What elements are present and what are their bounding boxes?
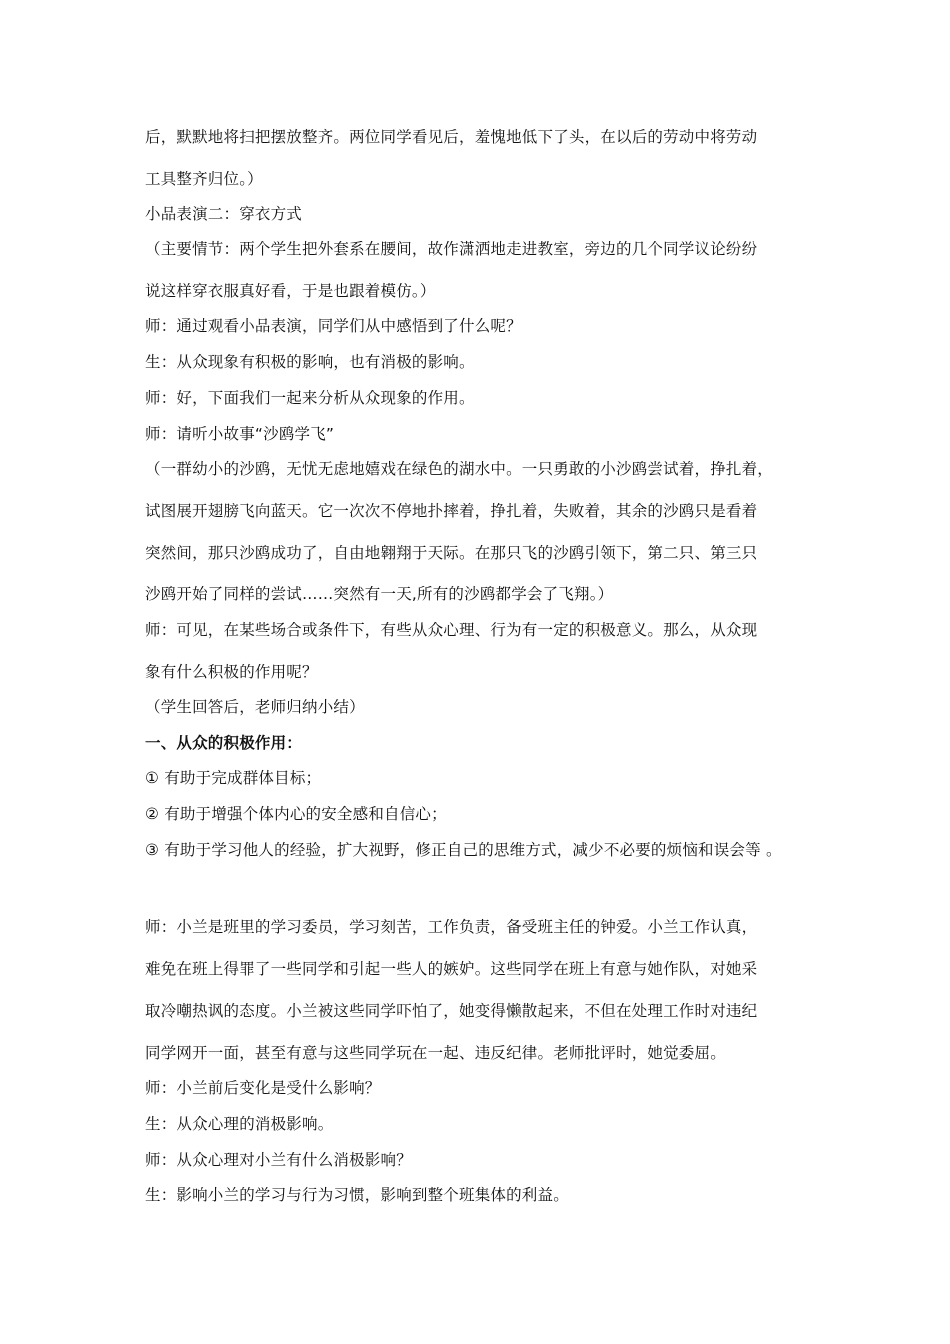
paragraph-line: 说这样穿衣服真好看，于是也跟着模仿。） bbox=[145, 282, 436, 300]
list-item: ① 有助于完成群体目标； bbox=[145, 769, 322, 787]
story-line: 沙鸥开始了同样的尝试……突然有一天,所有的沙鸥都学会了飞翔。） bbox=[145, 585, 614, 603]
dialogue-line: 象有什么积极的作用呢？ bbox=[145, 663, 318, 681]
paragraph-line: （主要情节：两个学生把外套系在腰间，故作潇洒地走进教室，旁边的几个同学议论纷纷 bbox=[145, 240, 758, 258]
list-item: ③ 有助于学习他人的经验，扩大视野，修正自己的思维方式，减少不必要的烦恼和误会等 。 bbox=[145, 841, 782, 859]
paragraph-line: 难免在班上得罪了一些同学和引起一些人的嫉妒。这些同学在班上有意与她作队，对她采 bbox=[145, 960, 758, 978]
paragraph-line: 同学网开一面，甚至有意与这些同学玩在一起、违反纪律。老师批评时，她觉委屈。 bbox=[145, 1044, 726, 1062]
dialogue-line: 生：从众现象有积极的影响，也有消极的影响。 bbox=[145, 353, 475, 371]
story-line: （一群幼小的沙鸥，无忧无虑地嬉戏在绿色的湖水中。一只勇敢的小沙鸥尝试着，挣扎着， bbox=[145, 460, 774, 478]
paragraph-line: 后，默默地将扫把摆放整齐。两位同学看见后，羞愧地低下了头，在以后的劳动中将劳动 bbox=[145, 128, 758, 146]
dialogue-line: 生：从众心理的消极影响。 bbox=[145, 1115, 334, 1133]
dialogue-line: 师：小兰前后变化是受什么影响？ bbox=[145, 1079, 381, 1097]
section-heading-positive-effects: 一、从众的积极作用： bbox=[145, 734, 303, 752]
dialogue-line: 师：可见，在某些场合或条件下，有些从众心理、行为有一定的积极意义。那么，从众现 bbox=[145, 621, 758, 639]
note-line: （学生回答后，老师归纳小结） bbox=[145, 698, 365, 716]
dialogue-line: 师：通过观看小品表演，同学们从中感悟到了什么呢？ bbox=[145, 317, 522, 335]
story-line: 试图展开翅膀飞向蓝天。它一次次不停地扑摔着，挣扎着，失败着，其余的沙鸥只是看着 bbox=[145, 502, 758, 520]
dialogue-line: 师：从众心理对小兰有什么消极影响？ bbox=[145, 1151, 412, 1169]
paragraph-line: 师：小兰是班里的学习委员，学习刻苦，工作负责，备受班主任的钟爱。小兰工作认真， bbox=[145, 918, 758, 936]
dialogue-line: 生：影响小兰的学习与行为习惯，影响到整个班集体的利益。 bbox=[145, 1186, 569, 1204]
section-heading-skit-two: 小品表演二：穿衣方式 bbox=[145, 205, 303, 223]
list-item: ② 有助于增强个体内心的安全感和自信心； bbox=[145, 805, 447, 823]
dialogue-line: 师：请听小故事“沙鸥学飞” bbox=[145, 425, 335, 443]
story-line: 突然间，那只沙鸥成功了，自由地翱翔于天际。在那只飞的沙鸥引领下，第二只、第三只 bbox=[145, 544, 758, 562]
dialogue-line: 师：好，下面我们一起来分析从众现象的作用。 bbox=[145, 389, 475, 407]
paragraph-line: 工具整齐归位。） bbox=[145, 170, 263, 188]
paragraph-line: 取冷嘲热讽的态度。小兰被这些同学吓怕了，她变得懒散起来，不但在处理工作时对违纪 bbox=[145, 1002, 758, 1020]
